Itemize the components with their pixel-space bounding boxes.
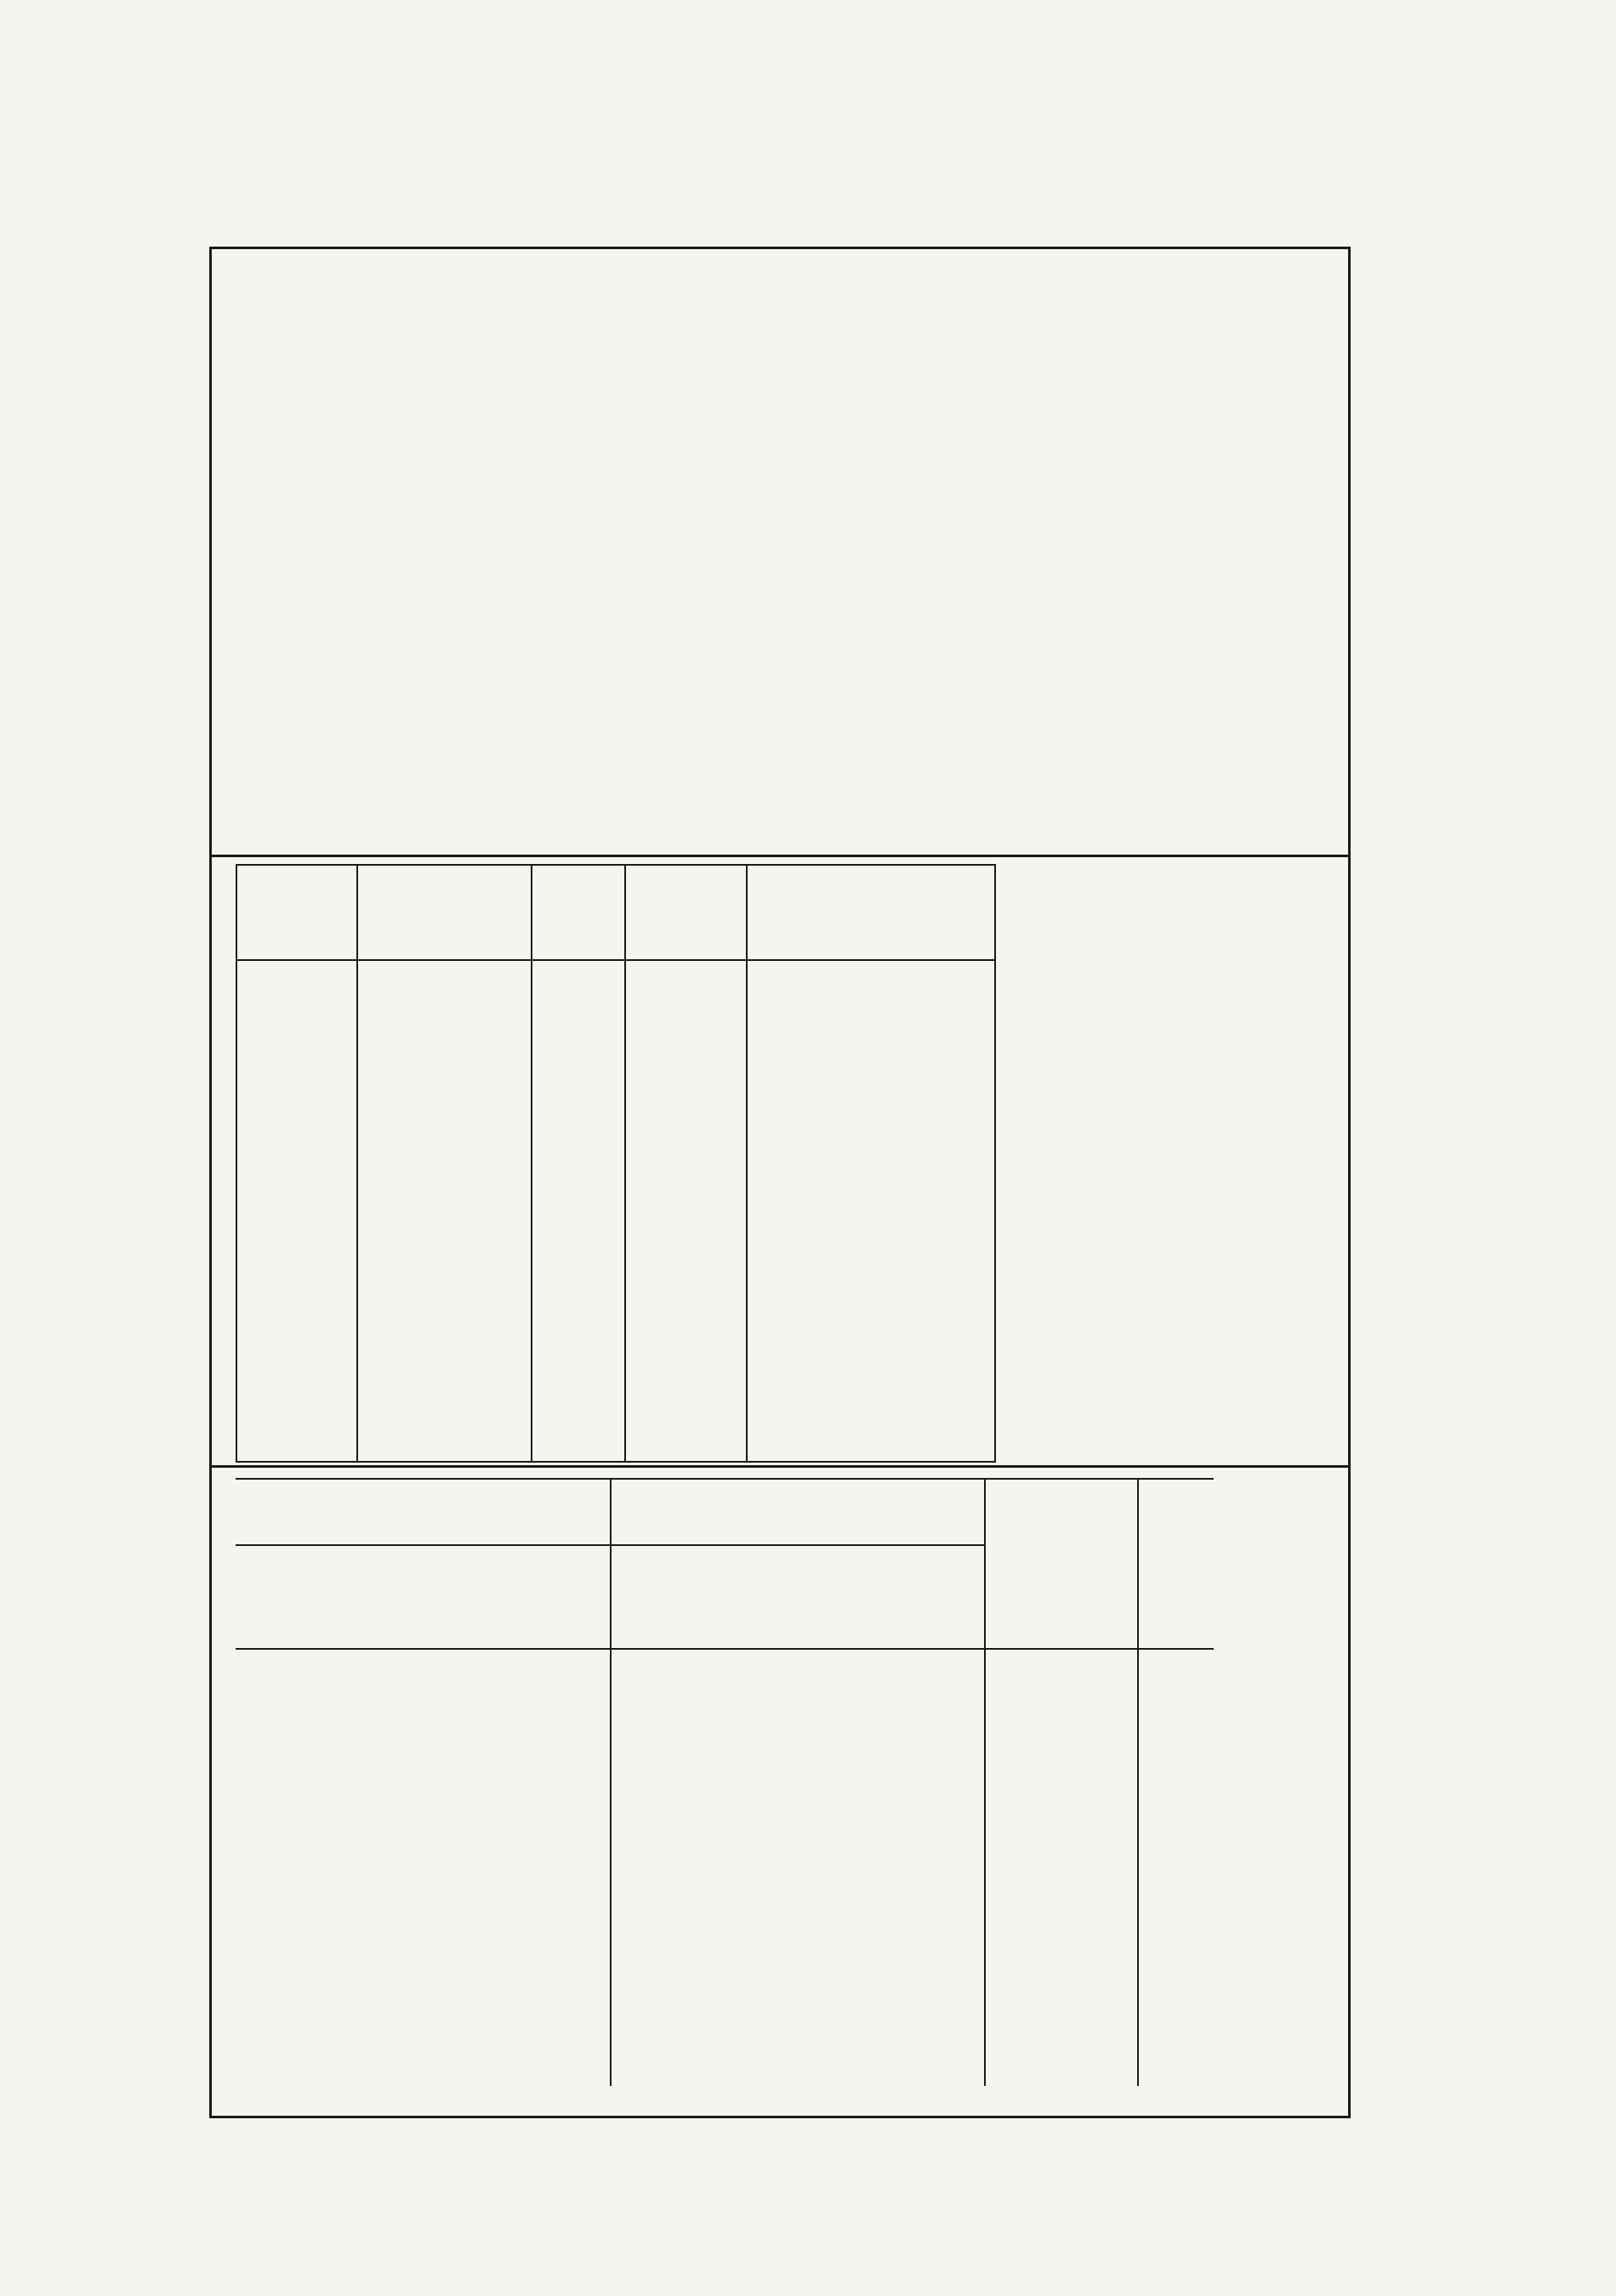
tunnel-col-divider — [746, 866, 748, 1461]
bridge-line-vline — [1137, 1478, 1139, 2086]
tunnel-col-divider — [356, 866, 358, 1461]
top-text-block — [230, 264, 1344, 850]
watermark — [791, 1208, 1318, 1378]
bridge-header-divider — [236, 1648, 1214, 1650]
tunnel-header-divider — [237, 959, 994, 961]
bridge-group-vline — [610, 1478, 612, 2086]
tunnel-col-divider — [531, 866, 532, 1461]
divider-lower — [212, 1465, 1348, 1468]
bridge-segment-vline — [984, 1478, 986, 2086]
divider-upper — [212, 855, 1348, 857]
bridge-top-border — [236, 1478, 1214, 1480]
tunnel-col-divider — [624, 866, 626, 1461]
bridge-table — [236, 1478, 1214, 2086]
